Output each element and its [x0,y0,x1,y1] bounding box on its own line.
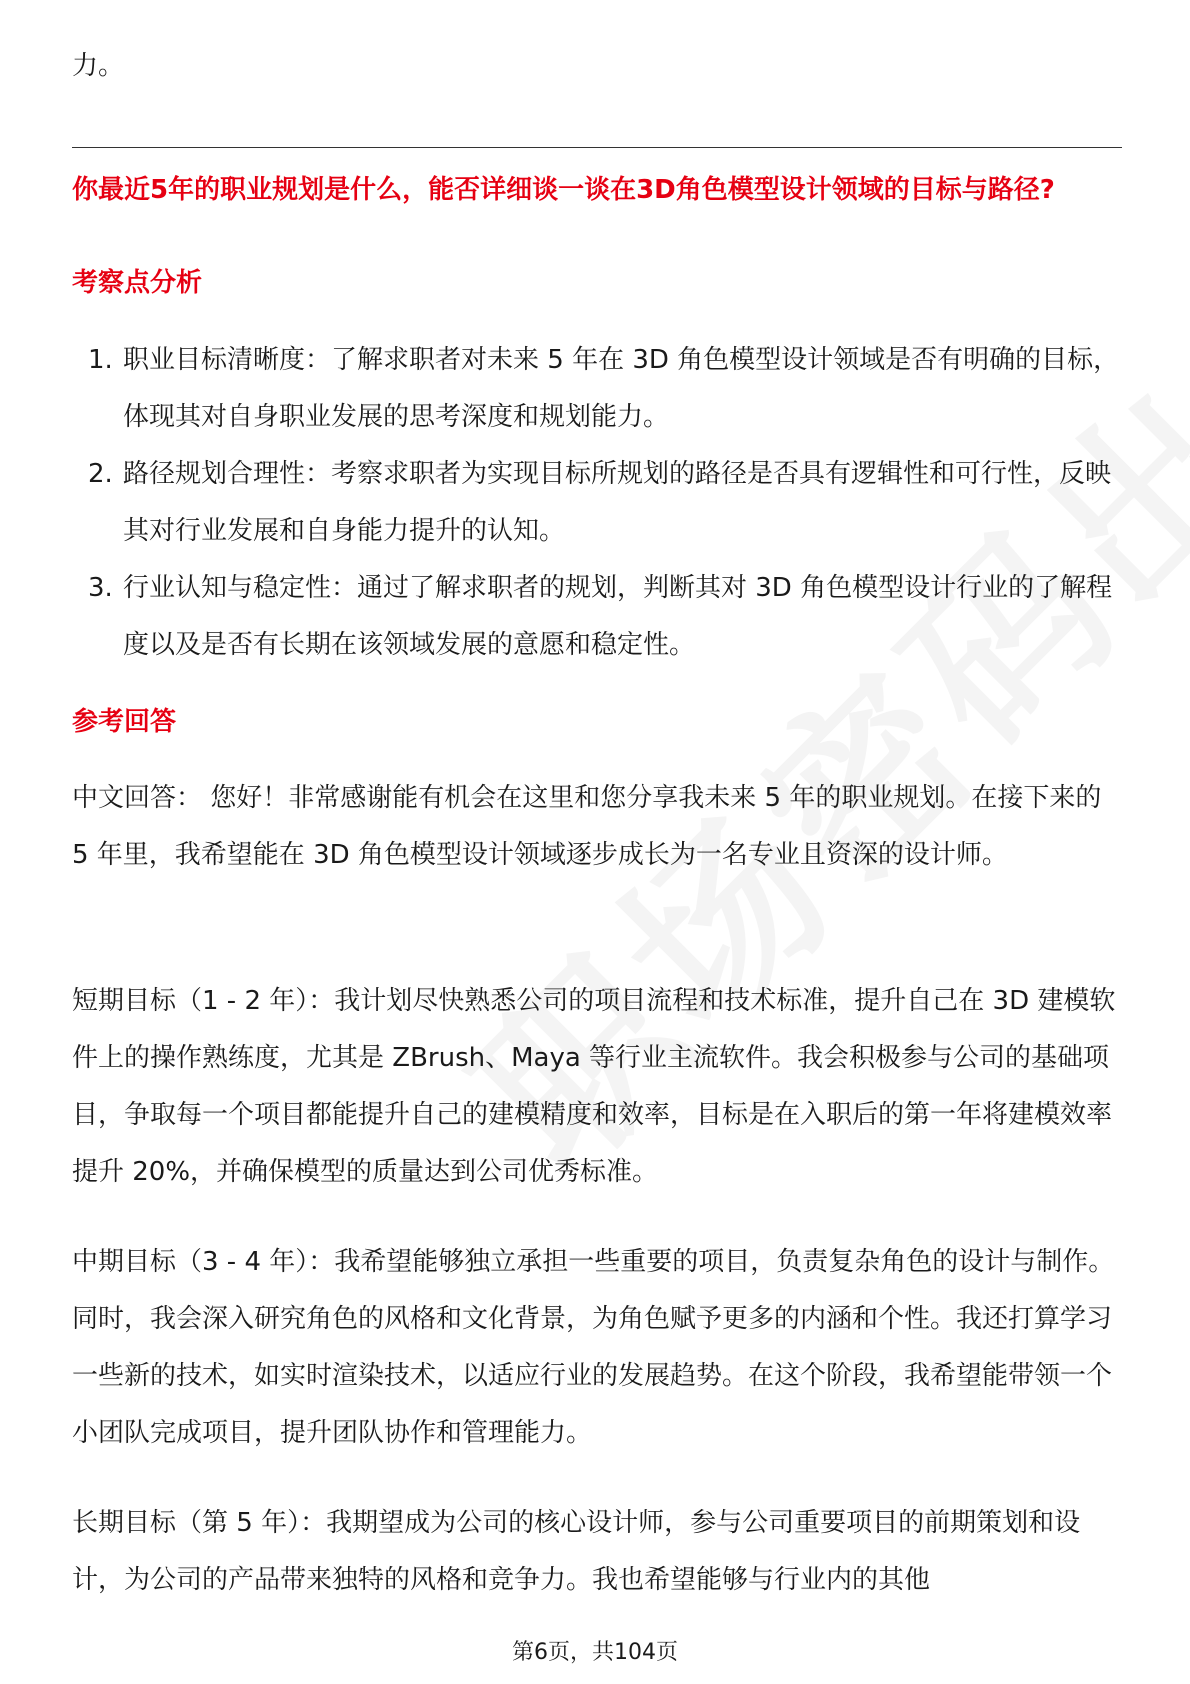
section-divider [72,147,1122,148]
list-item-text: 职业目标清晰度：了解求职者对未来 5 年在 3D 角色模型设计领域是否有明确的目标，体现其对自身职业发展的思考深度和规划能力。 [123,345,1120,432]
continuation-text: 力。 [72,51,125,81]
list-item [72,446,1122,560]
analysis-list [72,332,1122,674]
analysis-heading: 考察点分析 [72,268,203,298]
list-item-number: 3. [88,573,113,603]
list-item-number: 1. [88,345,113,375]
answer-paragraph: 中文回答： 您好！非常感谢能有机会在这里和您分享我未来 5 年的职业规划。在接下来的 5 年里，我希望能在 3D 角色模型设计领域逐步成长为一名专业且资深的设计师。 [72,783,1102,870]
list-item-text: 路径规划合理性：考察求职者为实现目标所规划的路径是否具有逻辑性和可行性，反映其对行业发展和自身能力提升的认知。 [123,459,1112,546]
list-item-text: 行业认知与稳定性：通过了解求职者的规划，判断其对 3D 角色模型设计行业的了解程度以及是否有长期在该领域发展的意愿和稳定性。 [123,573,1113,660]
answer-paragraph: 长期目标（第 5 年）：我期望成为公司的核心设计师，参与公司重要项目的前期策划和设计，为公司的产品带来独特的风格和竞争力。我也希望能够与行业内的其他 [72,1508,1081,1595]
answer-paragraph: 短期目标（1 - 2 年）：我计划尽快熟悉公司的项目流程和技术标准，提升自己在 3D 建模软件上的操作熟练度，尤其是 ZBrush、Maya 等行业主流软件。我会积极参与公司的基础项目，争取每一个项目都能提升自己的建模精度和效率，目标是在入职后的第一年将建模效率提升 20%，并确保模型的质量达到公司优秀标准。 [72,986,1116,1187]
list-item-number: 2. [88,459,113,489]
answer-paragraph: 中期目标（3 - 4 年）：我希望能够独立承担一些重要的项目，负责复杂角色的设计与制作。同时，我会深入研究角色的风格和文化背景，为角色赋予更多的内涵和个性。我还打算学习一些新的技术，如实时渲染技术，以适应行业的发展趋势。在这个阶段，我希望能带领一个小团队完成项目，提升团队协作和管理能力。 [72,1247,1115,1448]
page-footer: 第6页，共104页 [512,1640,678,1665]
list-item [72,332,1122,446]
answer-heading: 参考回答 [72,707,177,737]
list-item [72,560,1122,674]
interview-question: 你最近5年的职业规划是什么，能否详细谈一谈在3D角色模型设计领域的目标与路径? [72,175,1055,205]
